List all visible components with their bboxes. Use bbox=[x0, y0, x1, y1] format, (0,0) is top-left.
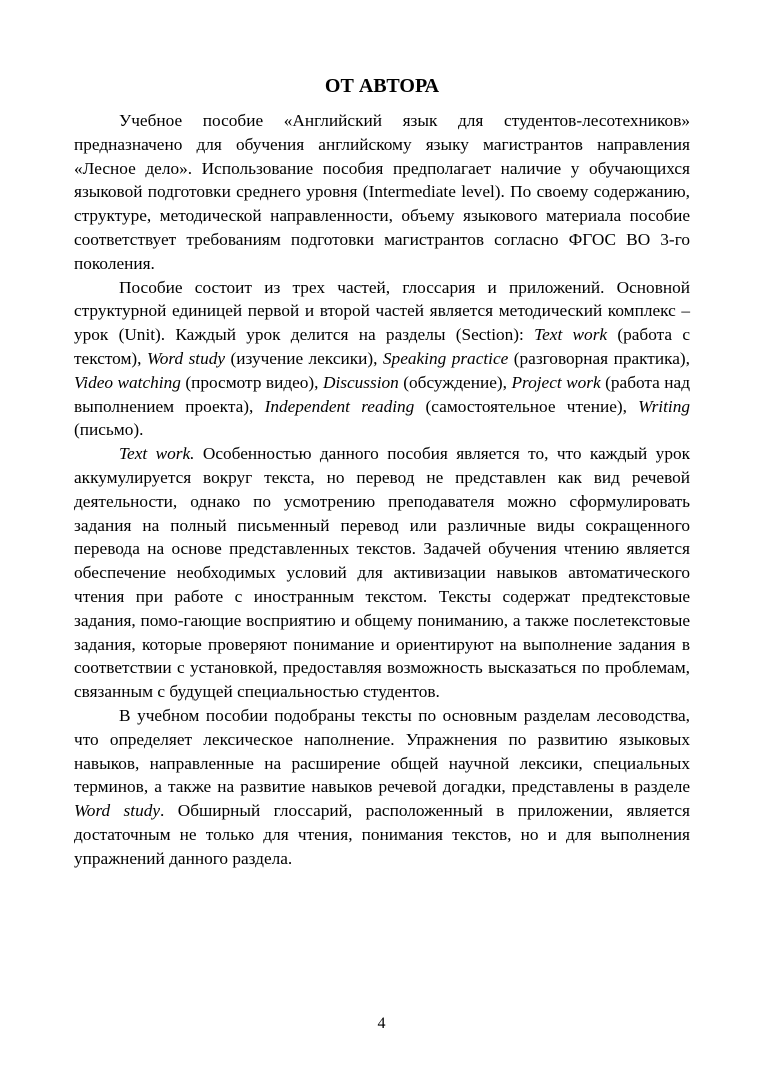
text-segment: Учебное пособие «Английский язык для студентов-лесотехников» предназначено для обучения английскому языку магистрантов направления «Лесное дело». Использование пособия предполагает наличие у обучающихся языковой подготовки среднего уровня (Intermediate level). По своему содержанию, структуре, методической направленности, объему языкового материала пособие соответствует требованиям подготовки магистрантов согласно ФГОС ВО 3-го поколения. bbox=[74, 111, 690, 273]
text-segment: (работа над выполнением проекта), bbox=[74, 372, 691, 416]
text-segment: (работа с текстом), bbox=[74, 325, 690, 368]
paragraph bbox=[74, 276, 690, 443]
text-segment: (обсуждение), bbox=[398, 372, 512, 392]
text-segment: (самостоятельное чтение), bbox=[414, 396, 639, 416]
italic-term: Writing bbox=[638, 396, 690, 416]
paragraph bbox=[74, 704, 690, 871]
italic-term: Speaking practice bbox=[382, 348, 509, 368]
italic-term: Video watching bbox=[74, 372, 181, 392]
document-page bbox=[74, 72, 690, 871]
italic-term: Independent reading bbox=[264, 396, 415, 416]
italic-term: Discussion bbox=[322, 372, 399, 392]
italic-term: Text work. bbox=[119, 444, 195, 464]
italic-term: Word study bbox=[74, 801, 161, 821]
page-number: 4 bbox=[377, 1015, 386, 1032]
text-segment: (изучение лексики), bbox=[225, 348, 383, 368]
paragraph bbox=[74, 442, 690, 704]
text-segment: В учебном пособии подобраны тексты по основным разделам лесоводства, что определяет лексическое наполнение. Упражнения по развитию языковых навыков, направленные на расширение общей научной лексики, специальных терминов, а также на развитие навыков речевой догадки, представлены в разделе bbox=[74, 705, 690, 797]
text-segment: Пособие состоит из трех частей, глоссария и приложений. Основной структурной единицей первой и второй частей является методический комплекс – урок (Unit). Каждый урок делится на разделы (Section): bbox=[74, 277, 690, 345]
paragraph bbox=[74, 109, 690, 276]
italic-term: Word study bbox=[146, 348, 226, 368]
text-segment: (разговорная практика), bbox=[508, 348, 690, 368]
text-segment: (просмотр видео), bbox=[180, 372, 323, 392]
text-segment: Особенностью данного пособия является то, что каждый урок аккумулируется вокруг текста, но перевод не представлен как вид речевой деятельности, однако по усмотрению преподавателя можно сформулировать задания на полный письменный перевод или различные виды сокращенного перевода на основе представленных текстов. Задачей обучения чтению является обеспечение необходимых условий для активизации навыков автоматического чтения при работе с иностранным текстом. Тексты содержат предтекстовые задания, помо-гающие восприятию и общему пониманию, а также послетекстовые задания, которые проверяют понимание и ориентируют на выполнение задания в соответствии с установкой, предоставляя возможность высказаться по проблемам, связанным с будущей специальностью студентов. bbox=[74, 444, 690, 702]
italic-term: Project work bbox=[511, 372, 601, 392]
body-text bbox=[74, 109, 690, 871]
text-segment: (письмо). bbox=[74, 420, 144, 440]
italic-term: Text work bbox=[534, 325, 608, 345]
page-title: ОТ АВТОРА bbox=[324, 75, 440, 97]
text-segment: . Обширный глоссарий, расположенный в приложении, является достаточным не только для чтения, понимания текстов, но и для выполнения упражнений данного раздела. bbox=[74, 801, 690, 868]
